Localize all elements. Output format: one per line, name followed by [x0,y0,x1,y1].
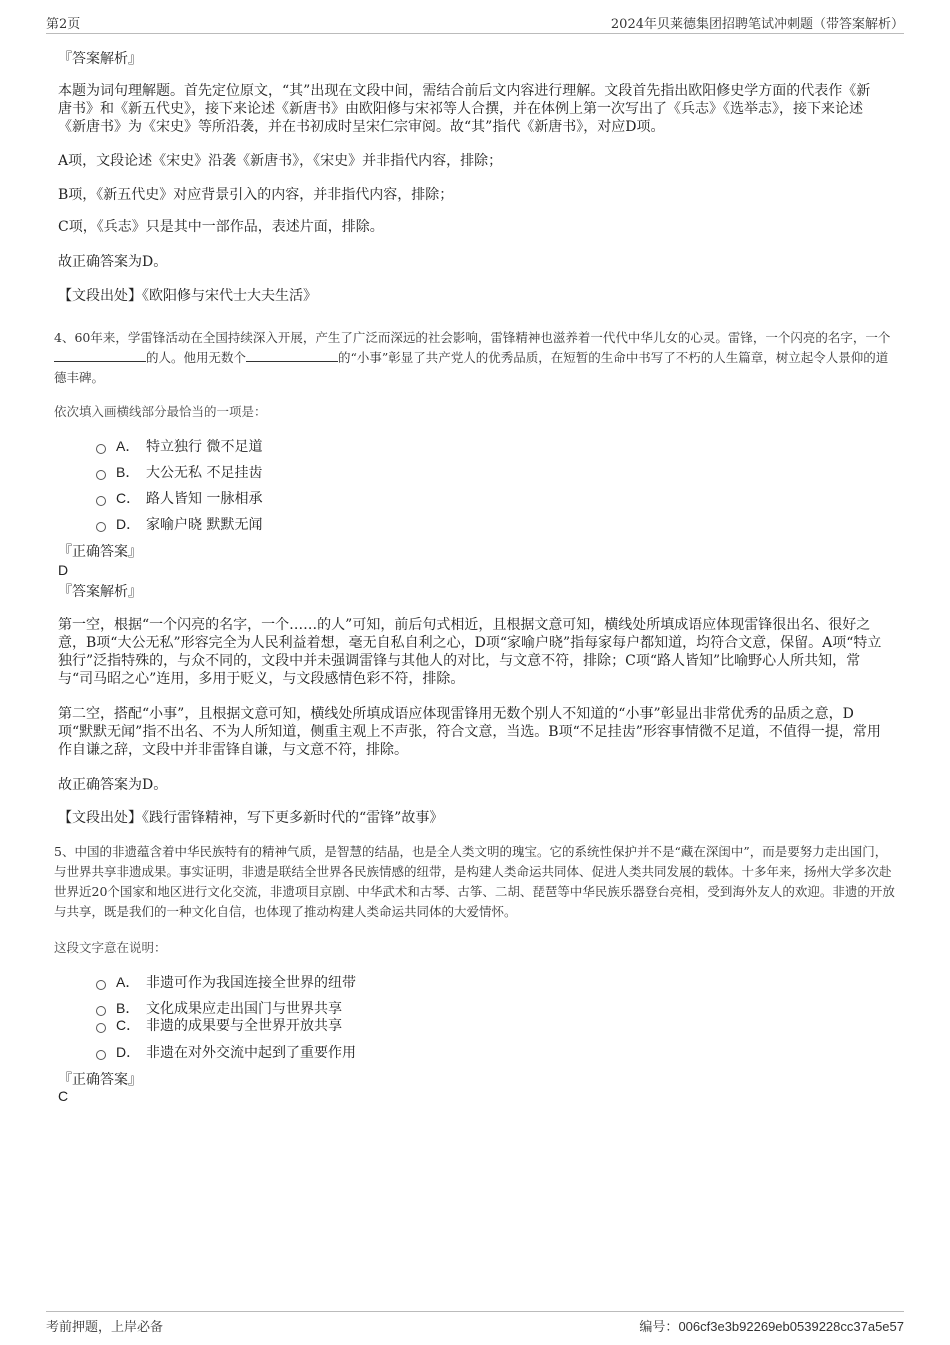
q4-option-b[interactable]: B． 大公无私 不足挂齿 [96,462,262,482]
q4-option-c[interactable]: C． 路人皆知 一脉相承 [96,488,262,508]
radio-icon[interactable] [96,980,106,990]
radio-icon[interactable] [96,1050,106,1060]
radio-icon[interactable] [96,1023,106,1033]
radio-icon[interactable] [96,496,106,506]
q4-prompt: 依次填入画横线部分最恰当的一项是： [54,404,267,419]
blank-1 [54,349,146,362]
q4-analysis-p2: 第二空，搭配“小事”，且根据文意可知，横线处所填成语应体现雷锋用无数个别人不知道的“小事”彰显出非常优秀的品质之意，D项“默默无闻”指不出名、不为人所知道，侧重主观上不声张，符合文意，当选。B项“不足挂齿”形容事情微不足道，不值得一提，常用作自谦之辞，文段中并非雷锋自谦，与文意不符，排除。 [58,706,881,758]
q3-analysis-a: A项，文段论述《宋史》沿袭《新唐书》，《宋史》并非指代内容，排除； [58,153,503,169]
q4-source: 【文段出处】《践行雷锋精神，写下更多新时代的“雷锋”故事》 [58,810,444,826]
radio-icon[interactable] [96,522,106,532]
radio-icon[interactable] [96,444,106,454]
q5-option-b[interactable]: B． 文化成果应走出国门与世界共享 [96,998,342,1018]
q3-analysis-label: 『答案解析』 [58,51,142,67]
radio-icon[interactable] [96,470,106,480]
page-footer [46,1311,904,1334]
q4-option-d[interactable]: D． 家喻户晓 默默无闻 [96,514,262,534]
q5-option-d[interactable]: D． 非遗在对外交流中起到了重要作用 [96,1042,356,1062]
q4-option-a[interactable]: A． 特立独行 微不足道 [96,436,262,456]
q5-answer: C [58,1088,69,1104]
footer-code: 编号：006cf3e3b92269eb0539228cc37a5e57 [639,1319,904,1335]
q4-stem: 4、60年来，学雷锋活动在全国持续深入开展，产生了广泛而深远的社会影响，雷锋精神也滋养着一代代中华儿女的心灵。雷锋，一个闪亮的名字，一个的人。他用无数个 的“小事”彰显了共产党人的优秀品质，在短暂的生命中书写了不朽的人生篇章，树立起令人景仰的道德丰碑。 [54,330,891,385]
q4-answer-label: 『正确答案』 [58,544,142,560]
q5-option-a[interactable]: A． 非遗可作为我国连接全世界的纽带 [96,972,356,992]
q4-analysis-label: 『答案解析』 [58,584,142,600]
q3-analysis-p1: 本题为词句理解题。首先定位原文，“其”出现在文段中间，需结合前后文内容进行理解。文段首先指出欧阳修史学方面的代表作《新唐书》和《新五代史》，接下来论述《新唐书》由欧阳修与宋祁等人合撰，并在体例上第一次写出了《兵志》《选举志》，接下来论述《新唐书》为《宋史》等所沿袭，并在书初成时呈宋仁宗审阅。故“其”指代《新唐书》，对应D项。 [58,83,871,135]
q5-prompt: 这段文字意在说明： [54,940,167,955]
q5-answer-label: 『正确答案』 [58,1072,142,1088]
q4-analysis-p1: 第一空，根据“一个闪亮的名字，一个……的人”可知，前后句式相近，且根据文意可知，横线处所填成语应体现雷锋很出名、很好之意，B项“大公无私”形容完全为人民利益着想，毫无自私自利之心，D项“家喻户晓”指每家每户都知道，均符合文意，保留。A项“特立独行”泛指特殊的，与众不同的，文段中并未强调雷锋与其他人的对比，与文意不符，排除；C项“路人皆知”比喻野心人所共知，常与“司马昭之心”连用，多用于贬义，与文段感情色彩不符，排除。 [58,617,882,687]
q5-stem: 5、中国的非遗蕴含着中华民族特有的精神气质，是智慧的结晶，也是全人类文明的瑰宝。它的系统性保护并不是“藏在深闺中”，而是要努力走出国门，与世界共享非遗成果。事实证明，非遗是联结全世界各民族情感的纽带，是构建人类命运共同体、促进人类共同发展的载体。十多年来，扬州大学多次赴世界近20个国家和地区进行文化交流，非遗项目京剧、中华武术和古琴、古筝、二胡、琵琶等中华民族乐器登台亮相，受到海外友人的欢迎。非遗的开放与共享，既是我们的一种文化自信，也体现了推动构建人类命运共同体的大爱情怀。 [54,844,895,919]
q3-analysis-b: B项，《新五代史》对应背景引入的内容，并非指代内容，排除； [58,187,454,203]
q4-conclusion: 故正确答案为D。 [58,777,168,793]
blank-2 [246,349,338,362]
q3-analysis-c: C项，《兵志》只是其中一部作品，表述片面，排除。 [58,219,384,235]
footer-slogan: 考前押题，上岸必备 [46,1320,164,1335]
q3-source: 【文段出处】《欧阳修与宋代士大夫生活》 [58,288,317,304]
document-title: 2024年贝莱德集团招聘笔试冲刺题（带答案解析） [610,17,904,32]
q3-conclusion: 故正确答案为D。 [58,254,168,270]
page-header [46,13,904,34]
q4-answer: D [58,562,69,578]
page-number: 第2页 [46,17,81,32]
q5-option-c[interactable]: C． 非遗的成果要与全世界开放共享 [96,1015,342,1035]
